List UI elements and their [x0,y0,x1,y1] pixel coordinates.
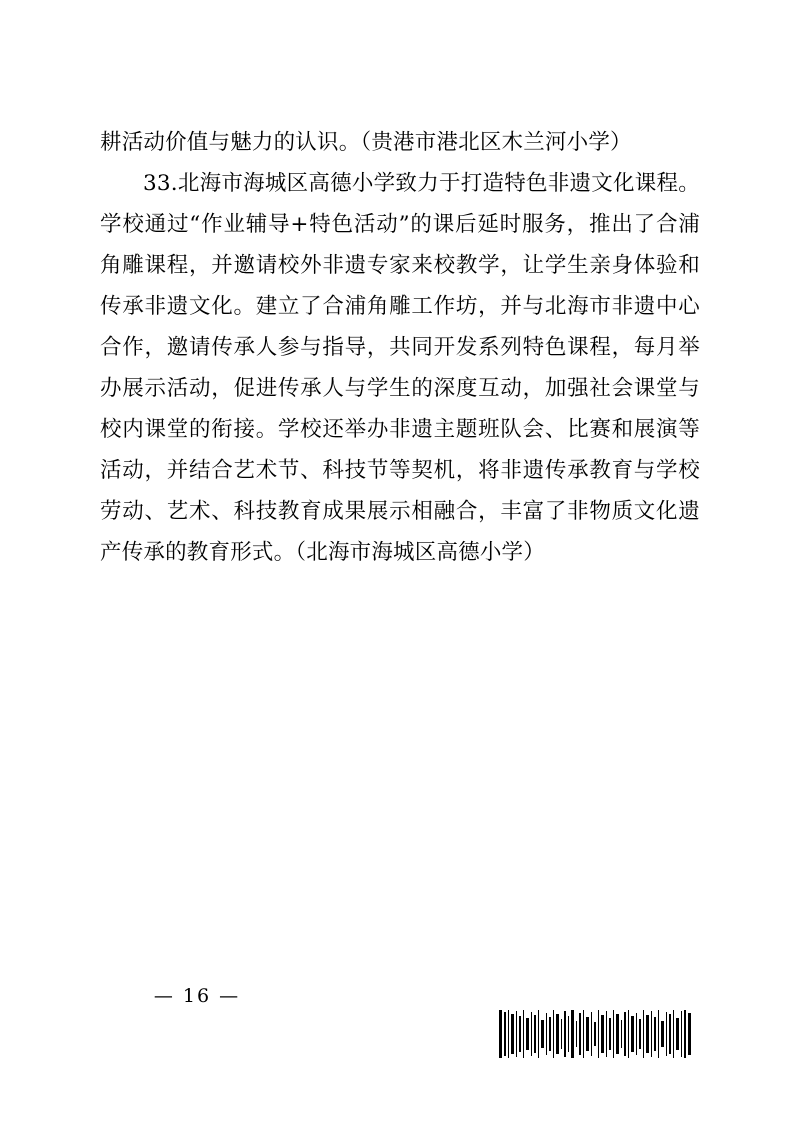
paragraph-continuation: 耕活动价值与魅力的认识。（贵港市港北区木兰河小学） [100,130,632,155]
page-number: — 16 — [153,985,241,1007]
document-body [100,122,700,573]
paragraph-item-33: 33.北海市海城区高德小学致力于打造特色非遗文化课程。学校通过“作业辅导+特色活动”的课后延时服务，推出了合浦角雕课程，并邀请校外非遗专家来校教学，让学生亲身体验和传承非遗文化。建立了合浦角雕工作坊，并与北海市非遗中心合作，邀请传承人参与指导，共同开发系列特色课程，每月举办展示活动，促进传承人与学生的深度互动，加强社会课堂与校内课堂的衔接。学校还举办非遗主题班队会、比赛和展演等活动，并结合艺术节、科技节等契机，将非遗传承教育与学校劳动、艺术、科技教育成果展示相融合，丰富了非物质文化遗产传承的教育形式。（北海市海城区高德小学） [100,171,700,565]
document-barcode [497,1008,693,1060]
